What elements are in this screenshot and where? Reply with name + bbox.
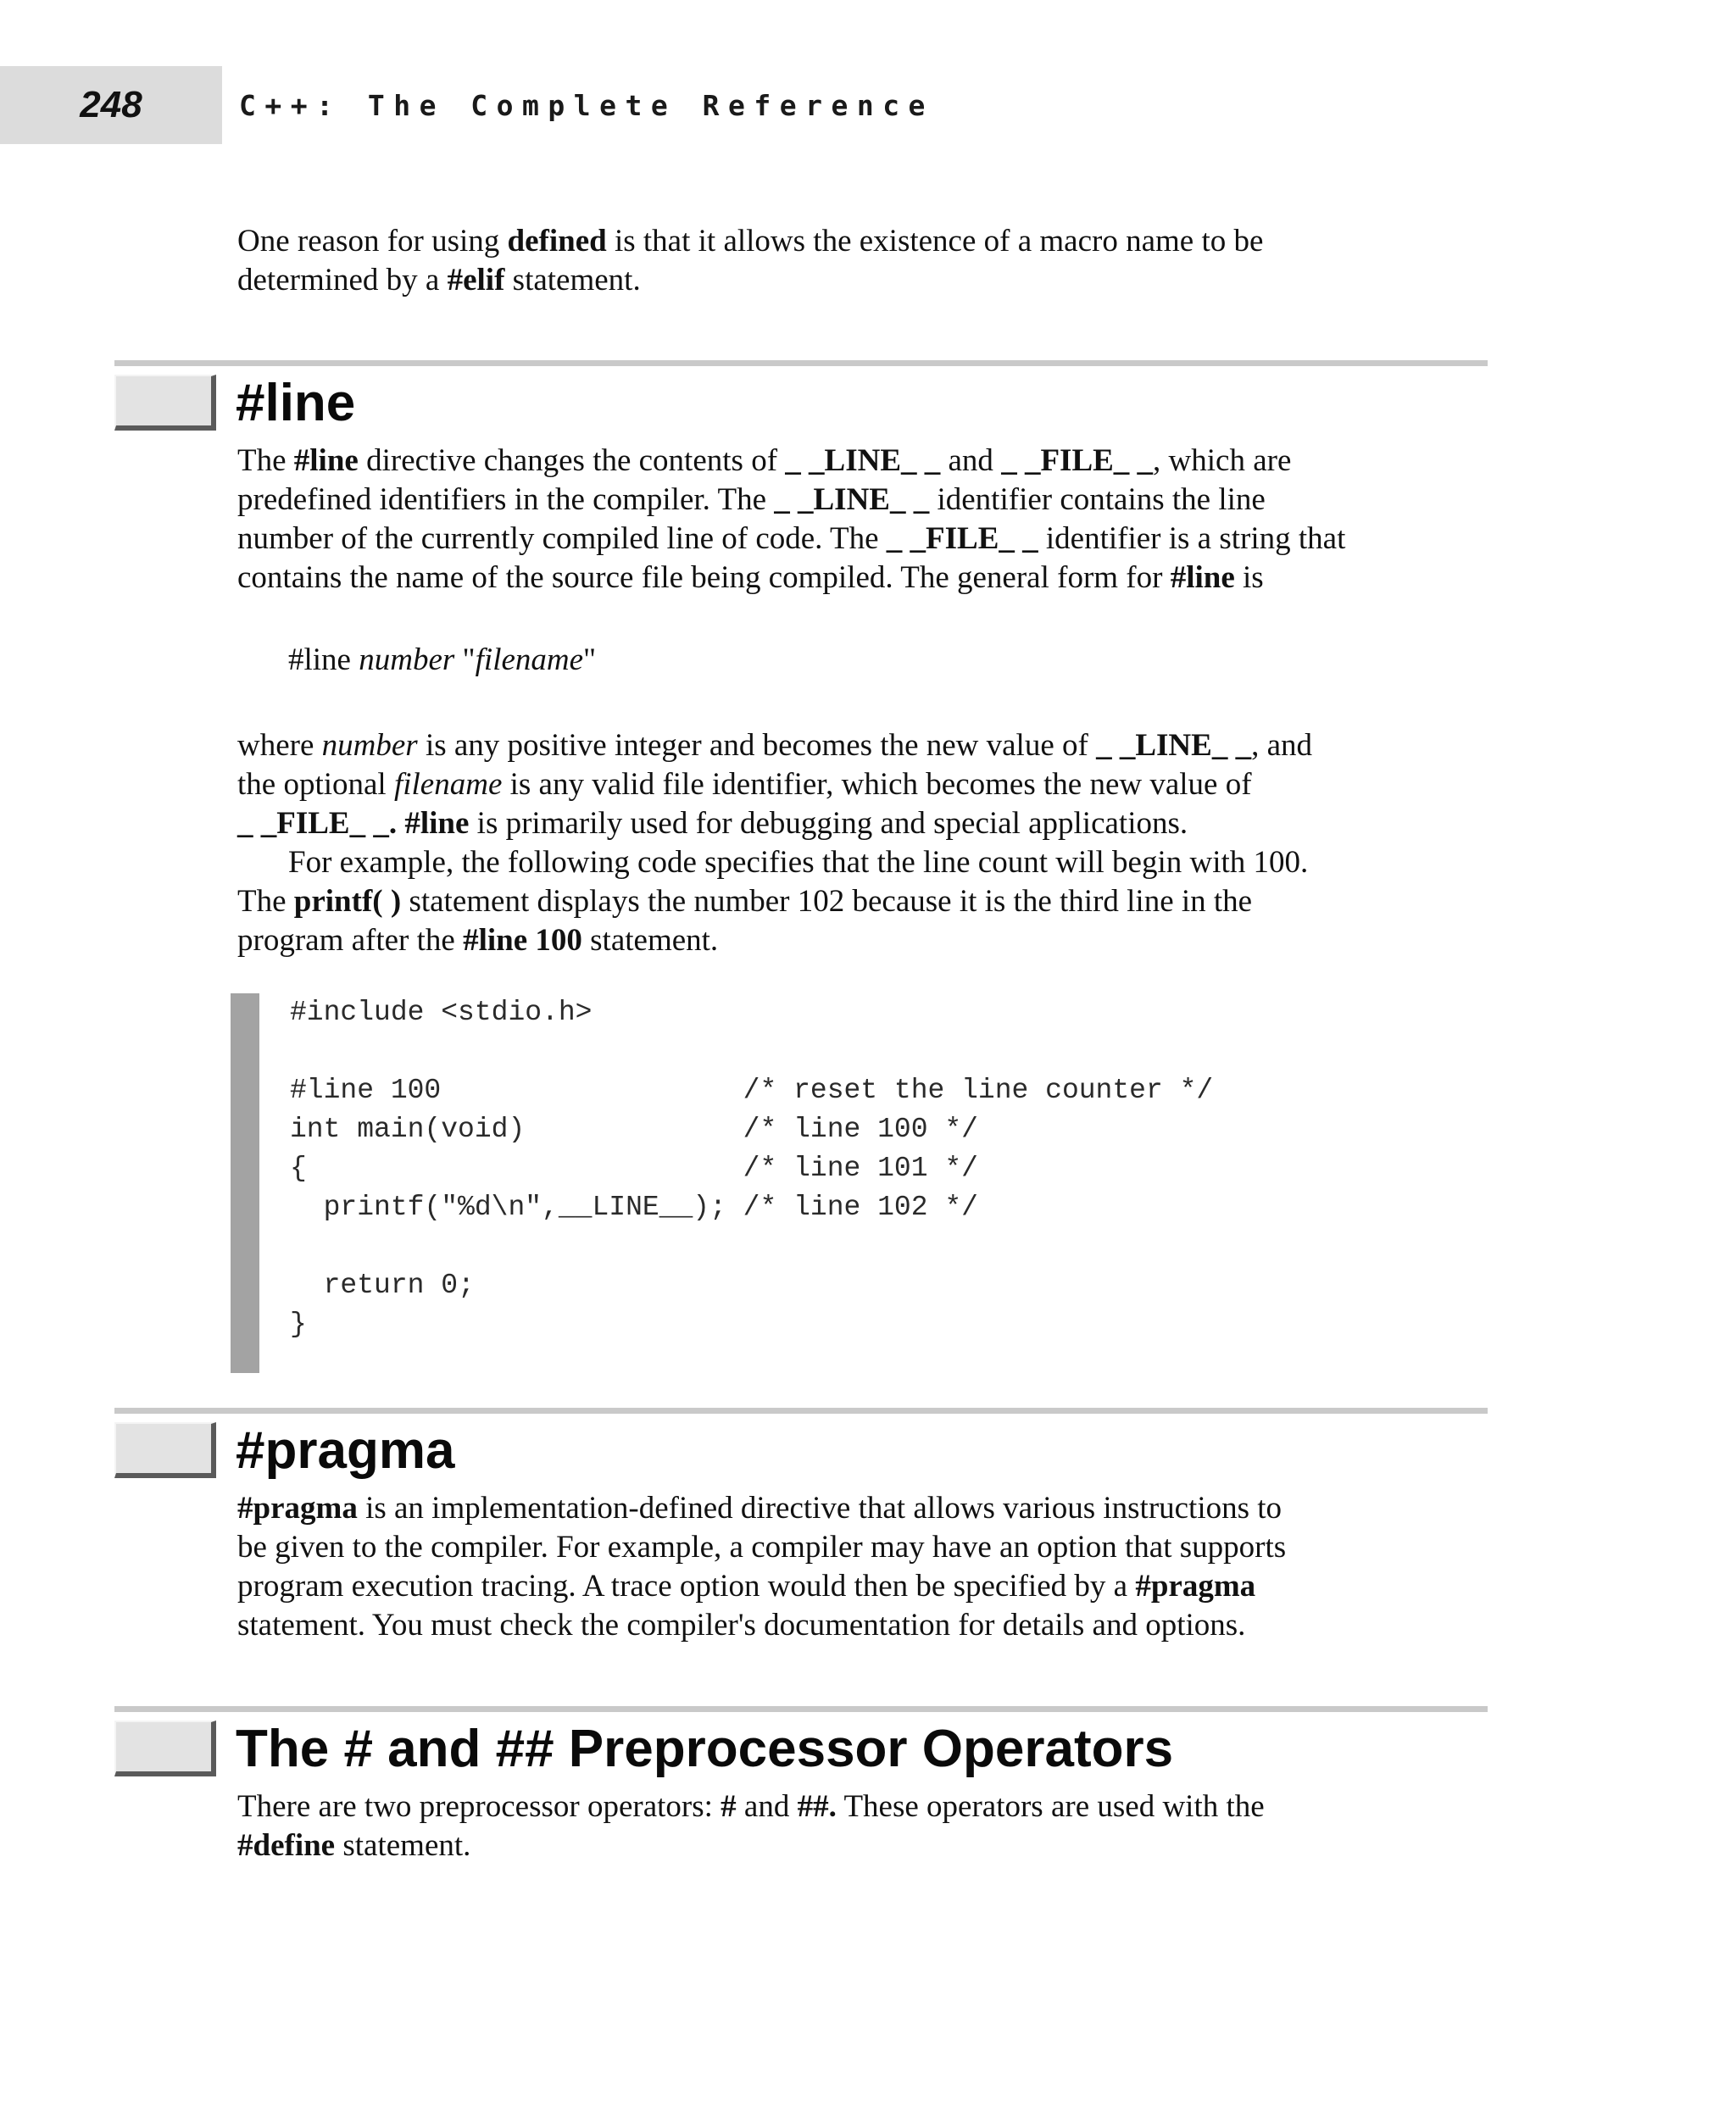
page-number-box <box>0 66 222 144</box>
pragma-paragraph <box>237 1489 1492 1645</box>
text-run: predefined identifiers in the compiler. The <box>237 482 775 517</box>
general-form <box>288 641 596 680</box>
text-run <box>397 806 404 841</box>
section-heading-line: #line <box>236 374 356 432</box>
section-rule <box>114 360 1488 366</box>
macro-file: _ _FILE_ _. <box>237 806 398 841</box>
param-number: number <box>321 728 418 763</box>
code-line: } <box>290 1309 307 1340</box>
text-run: The <box>237 443 294 478</box>
form-param-number: number <box>359 642 455 677</box>
macro-line: _ _LINE_ _ <box>774 482 930 517</box>
section-marker <box>114 1422 216 1478</box>
page-number: 248 <box>80 84 142 125</box>
text-run: the optional <box>237 767 394 802</box>
section-heading-pragma: #pragma <box>236 1421 455 1480</box>
text-run: The <box>237 884 294 919</box>
text-run: is any positive integer and becomes the new value of <box>417 728 1097 763</box>
text-run: is an implementation-defined directive that allows various instructions to <box>357 1491 1283 1526</box>
text-run: #line <box>288 642 359 677</box>
code-line: { /* line 101 */ <box>290 1153 978 1184</box>
text-run: is any valid file identifier, which becomes the new value of <box>502 767 1252 802</box>
text-run: , and <box>1251 728 1313 763</box>
keyword-pragma: #pragma <box>1135 1569 1256 1604</box>
section-heading-operators: The # and ## Preprocessor Operators <box>236 1720 1174 1778</box>
code-line: #include <stdio.h> <box>290 997 593 1028</box>
section-rule <box>114 1706 1488 1712</box>
text-run: contains the name of the source file being compiled. The general form for <box>237 560 1171 595</box>
keyword-define: #define <box>237 1828 336 1863</box>
text-run: , which are <box>1153 443 1292 478</box>
keyword-printf: printf( ) <box>293 884 402 919</box>
keyword-line: #line <box>293 443 359 478</box>
text-run: These operators are used with the <box>836 1789 1265 1824</box>
text-run: identifier contains the line <box>929 482 1266 517</box>
text-run: statement. <box>335 1828 471 1863</box>
text-run: " <box>454 642 476 677</box>
text-run: program execution tracing. A trace option would then be specified by a <box>237 1569 1136 1604</box>
keyword-pragma: #pragma <box>237 1491 358 1526</box>
text-run: program after the <box>237 923 464 958</box>
keyword-elif: #elif <box>447 263 505 297</box>
section-rule <box>114 1408 1488 1414</box>
text-run: directive changes the contents of <box>358 443 786 478</box>
macro-file: _ _FILE_ _ <box>886 521 1038 556</box>
operator-stringize: # <box>721 1789 737 1824</box>
code-listing <box>231 993 1417 1373</box>
keyword-line: #line <box>1170 560 1235 595</box>
text-run: is that it allows the existence of a macro name to be <box>606 224 1264 259</box>
text-run: statement. <box>581 923 719 958</box>
text-run: and <box>736 1789 798 1824</box>
text-run: is <box>1234 560 1264 595</box>
code-sidebar-bar <box>231 993 259 1373</box>
section-marker <box>114 1721 216 1776</box>
line-paragraph-2 <box>237 726 1492 960</box>
text-run: statement displays the number 102 because it is the third line in the <box>401 884 1253 919</box>
macro-line: _ _LINE_ _ <box>785 443 941 478</box>
param-filename: filename <box>393 767 503 802</box>
keyword-line: #line <box>404 806 470 841</box>
line-paragraph-1 <box>237 442 1492 598</box>
macro-line: _ _LINE_ _ <box>1096 728 1252 763</box>
section-marker <box>114 375 216 431</box>
text-run: and <box>940 443 1002 478</box>
text-run: determined by a <box>237 263 448 297</box>
keyword-line-100: #line 100 <box>463 923 582 958</box>
form-param-filename: filename <box>475 642 584 677</box>
running-title: C++: The Complete Reference <box>239 89 934 122</box>
text-run: One reason for using <box>237 224 508 259</box>
keyword-defined: defined <box>507 224 607 259</box>
text-run: statement. You must check the compiler's documentation for details and options. <box>237 1608 1246 1643</box>
text-run: identifier is a string that <box>1038 521 1346 556</box>
text-run: " <box>583 642 597 677</box>
operator-paste: ##. <box>797 1789 837 1824</box>
operators-paragraph <box>237 1787 1492 1865</box>
text-run: There are two preprocessor operators: <box>237 1789 721 1824</box>
text-run: be given to the compiler. For example, a compiler may have an option that supports <box>237 1530 1287 1565</box>
text-run: statement. <box>504 263 641 297</box>
text-run: For example, the following code specifies that the line count will begin with 100. <box>288 845 1309 880</box>
code-line: return 0; <box>290 1270 475 1301</box>
text-run: is primarily used for debugging and special applications. <box>469 806 1188 841</box>
text-run: where <box>237 728 322 763</box>
intro-paragraph <box>237 222 1492 300</box>
text-run: number of the currently compiled line of code. The <box>237 521 887 556</box>
code-line: printf("%d\n",__LINE__); /* line 102 */ <box>290 1192 978 1223</box>
macro-file: _ _FILE_ _ <box>1001 443 1154 478</box>
code-line: #line 100 /* reset the line counter */ <box>290 1075 1214 1106</box>
code-line: int main(void) /* line 100 */ <box>290 1114 978 1145</box>
